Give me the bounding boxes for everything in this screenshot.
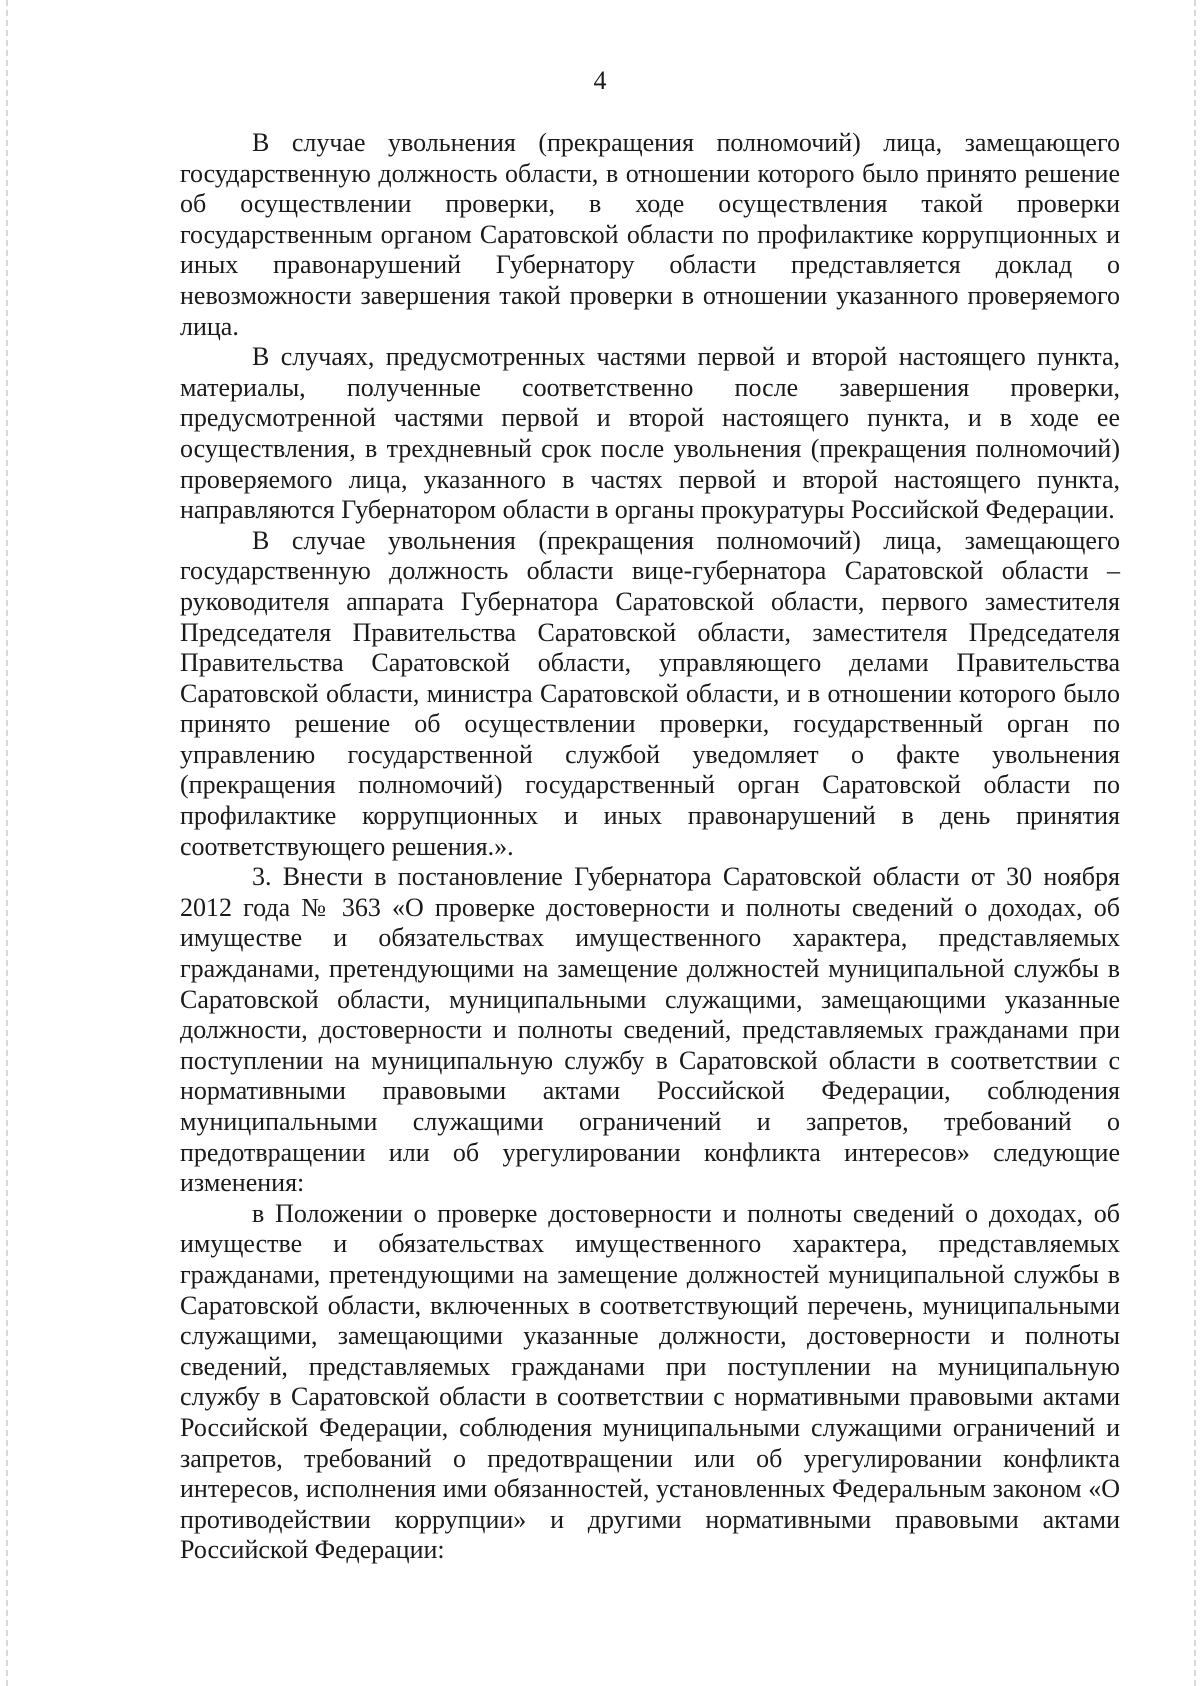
page-number: 4 — [593, 66, 607, 95]
document-body — [180, 128, 1120, 1566]
paragraph-materials-prosecution: В случаях, предусмотренных частями первой и второй настоящего пункта, материалы, полученные соответственно после завершения проверки, предусмотренной частями первой и второй настоящего пункта, и в ходе ее осуществления, в трехдневный срок после увольнения (прекращения полномочий) проверяемого лица, указанного в частях первой и второй настоящего пункта, направляются Губернатором области в органы прокуратуры Российской Федерации. — [180, 342, 1120, 525]
paragraph-item-3-amendment: 3. Внести в постановление Губернатора Саратовской области от 30 ноября 2012 года № 363 «О проверке достоверности и полноты сведений о доходах, об имуществе и обязательствах имущественного характера, представляемых гражданами, претендующими на замещение должностей муниципальной службы в Саратовской области, муниципальными служащими, замещающими указанные должности, достоверности и полноты сведений, представляемых гражданами при поступлении на муниципальную службу в Саратовской области в соответствии с нормативными правовыми актами Российской Федерации, соблюдения муниципальными служащими ограничений и запретов, требований о предотвращении или об урегулировании конфликта интересов» следующие изменения: — [180, 862, 1120, 1198]
paragraph-dismissal-report: В случае увольнения (прекращения полномочий) лица, замещающего государственную должность области, в отношении которого было принято решение об осуществлении проверки, в ходе осуществления такой проверки государственным органом Саратовской области по профилактике коррупционных и иных правонарушений Губернатору области представляется доклад о невозможности завершения такой проверки в отношении указанного проверяемого лица. — [180, 128, 1120, 341]
scan-edge-right — [1194, 0, 1196, 1686]
paragraph-dismissal-notification: В случае увольнения (прекращения полномочий) лица, замещающего государственную должность области вице-губернатора Саратовской области – руководителя аппарата Губернатора Саратовской области, первого заместителя Председателя Правительства Саратовской области, заместителя Председателя Правительства Саратовской области, управляющего делами Правительства Саратовской области, министра Саратовской области, и в отношении которого было принято решение об осуществлении проверки, государственный орган по управлению государственной службой уведомляет о факте увольнения (прекращения полномочий) государственный орган Саратовской области по профилактике коррупционных и иных правонарушений в день принятия соответствующего решения.». — [180, 525, 1120, 861]
paragraph-regulation-changes: в Положении о проверке достоверности и полноты сведений о доходах, об имуществе и обязательствах имущественного характера, представляемых гражданами, претендующими на замещение должностей муниципальной службы в Саратовской области, включенных в соответствующий перечень, муниципальными служащими, замещающими указанные должности, достоверности и полноты сведений, представляемых гражданами при поступлении на муниципальную службу в Саратовской области в соответствии с нормативными правовыми актами Российской Федерации, соблюдения муниципальными служащими ограничений и запретов, требований о предотвращении или об урегулировании конфликта интересов, исполнения ими обязанностей, установленных Федеральным законом «О противодействии коррупции» и другими нормативными правовыми актами Российской Федерации: — [180, 1198, 1120, 1565]
scan-edge-left — [6, 0, 8, 1686]
